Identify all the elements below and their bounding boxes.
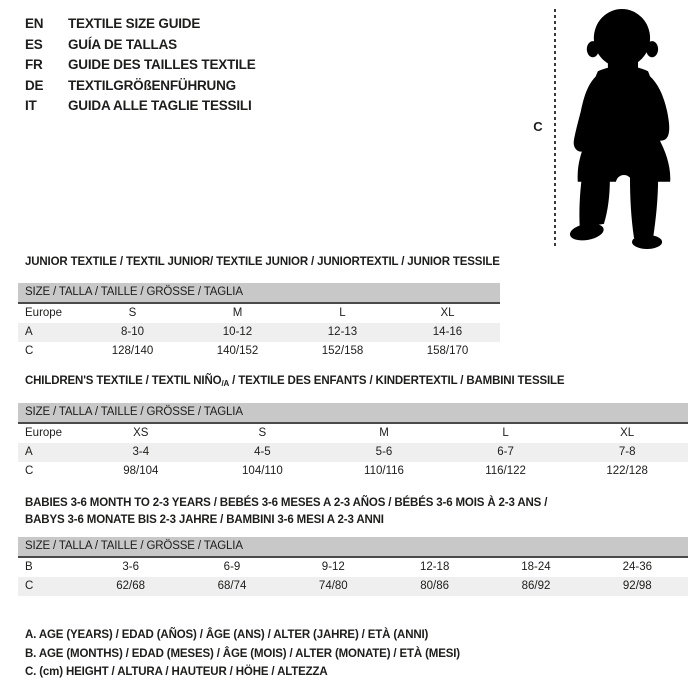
lang-title: GUIDE DES TAILLES TEXTILE [68, 57, 256, 73]
junior-table-title: JUNIOR TEXTILE / TEXTIL JUNIOR/ TEXTILE JUNIOR / JUNIORTEXTIL / JUNIOR TESSILE [25, 256, 500, 268]
height-cell: 116/122 [485, 465, 526, 477]
size-cell: XL [440, 307, 455, 319]
age-cell: 6-7 [497, 446, 514, 458]
age-cell: 5-6 [375, 446, 393, 458]
lang-code: IT [25, 98, 37, 114]
table-row [18, 342, 500, 361]
row-label: Europe [25, 427, 63, 439]
size-table-header: SIZE / TALLA / TAILLE / GRÖSSE / TAGLIA [18, 283, 500, 304]
children-title-suffix: / TEXTILE DES ENFANTS / KINDERTEXTIL / BAMBINI TESSILE [229, 375, 565, 387]
size-table-header: SIZE / TALLA / TAILLE / GRÖSSE / TAGLIA [18, 537, 688, 558]
lang-code: DE [25, 77, 44, 93]
age-cell: 3-4 [132, 446, 150, 458]
age-cell: 3-6 [122, 561, 139, 573]
age-cell: 24-36 [622, 561, 653, 573]
age-cell: 4-5 [254, 446, 271, 458]
size-cell: L [502, 427, 509, 439]
lang-title: TEXTILGRÖßENFÜHRUNG [68, 77, 236, 93]
lang-row-it [25, 96, 256, 117]
table-row [18, 443, 688, 462]
height-cell: 92/98 [622, 580, 652, 592]
age-cell: 12-18 [419, 561, 450, 573]
height-cell: 152/158 [321, 345, 364, 357]
row-label: C [25, 345, 34, 357]
footnote-age-months: B. AGE (MONTHS) / EDAD (MESES) / ÂGE (MOIS) / ALTER (MONATE) / ETÀ (MESI) [25, 647, 460, 660]
row-label: C [25, 580, 34, 592]
height-cell: 62/68 [116, 580, 146, 592]
lang-row-de [25, 76, 256, 97]
table-row [18, 424, 688, 443]
footnote-age-years: A. AGE (YEARS) / EDAD (AÑOS) / ÂGE (ANS) / ALTER (JAHRE) / ETÀ (ANNI) [25, 629, 429, 641]
table-row [18, 323, 500, 342]
height-cell: 80/86 [420, 580, 450, 592]
age-cell: 9-12 [321, 561, 345, 573]
height-cell: 86/92 [521, 580, 551, 592]
size-cell: S [258, 427, 267, 439]
lang-code: FR [25, 57, 43, 73]
footnote-height-cm: C. (cm) HEIGHT / ALTURA / HAUTEUR / HÖHE / ALTEZZA [25, 666, 328, 679]
lang-title: GUIDA ALLE TAGLIE TESSILI [68, 98, 252, 114]
age-cell: 6-9 [223, 561, 241, 573]
age-cell: 14-16 [432, 326, 463, 338]
toddler-silhouette-icon [567, 5, 699, 251]
legend-footnotes [25, 626, 460, 682]
size-table-header: SIZE / TALLA / TAILLE / GRÖSSE / TAGLIA [18, 403, 688, 424]
age-cell: 18-24 [521, 561, 551, 573]
height-cell: 140/152 [216, 345, 259, 357]
age-cell: 8-10 [120, 326, 145, 338]
height-cell: 110/116 [364, 465, 404, 477]
size-cell: M [232, 307, 243, 319]
junior-size-table [18, 283, 500, 361]
height-cell: 158/170 [426, 345, 469, 357]
language-title-list [25, 14, 256, 117]
table-row [18, 462, 688, 481]
row-label: A [25, 326, 33, 338]
babies-title-line1: BABIES 3-6 MONTH TO 2-3 YEARS / BEBÉS 3-6 MESES A 2-3 AÑOS / BÉBÉS 3-6 MOIS À 2-3 ANS / [25, 497, 548, 509]
children-table-title [25, 373, 564, 393]
table-row [18, 558, 688, 577]
lang-row-en [25, 14, 256, 35]
babies-size-table [18, 537, 688, 596]
size-cell: XS [133, 427, 149, 439]
table-row [18, 577, 688, 596]
height-cell: 104/110 [242, 465, 283, 477]
lang-title: GUÍA DE TALLAS [68, 36, 177, 52]
lang-row-es [25, 35, 256, 56]
size-cell: XL [620, 427, 635, 439]
height-cell: 122/128 [606, 465, 648, 477]
lang-row-fr [25, 55, 256, 76]
size-cell: L [339, 307, 346, 319]
height-cell: 128/140 [111, 345, 154, 357]
babies-table-title [25, 495, 645, 528]
age-cell: 10-12 [222, 326, 253, 338]
lang-code: EN [25, 16, 44, 31]
row-label: C [25, 465, 34, 477]
height-cell: 98/104 [123, 465, 159, 477]
row-label: Europe [25, 307, 63, 319]
size-cell: S [128, 307, 137, 319]
height-cell: 68/74 [217, 580, 247, 592]
height-measure-label: C [533, 119, 543, 134]
table-row [18, 304, 500, 323]
height-cell: 74/80 [318, 580, 348, 592]
lang-title: TEXTILE SIZE GUIDE [68, 16, 201, 31]
age-cell: 12-13 [327, 326, 358, 338]
age-cell: 7-8 [618, 446, 636, 458]
babies-title-line2: BABYS 3-6 MONATE BIS 2-3 JAHRE / BAMBINI 3-6 MESI A 2-3 ANNI [25, 513, 384, 526]
row-label: A [25, 446, 33, 458]
height-measure-dashed-line [554, 9, 556, 249]
children-size-table [18, 403, 688, 481]
row-label: B [25, 561, 33, 573]
lang-code: ES [25, 36, 43, 52]
children-title-subscript: /A [221, 379, 230, 388]
size-cell: M [379, 427, 389, 439]
children-title-prefix: CHILDREN'S TEXTILE / TEXTIL NIÑO [25, 375, 222, 387]
